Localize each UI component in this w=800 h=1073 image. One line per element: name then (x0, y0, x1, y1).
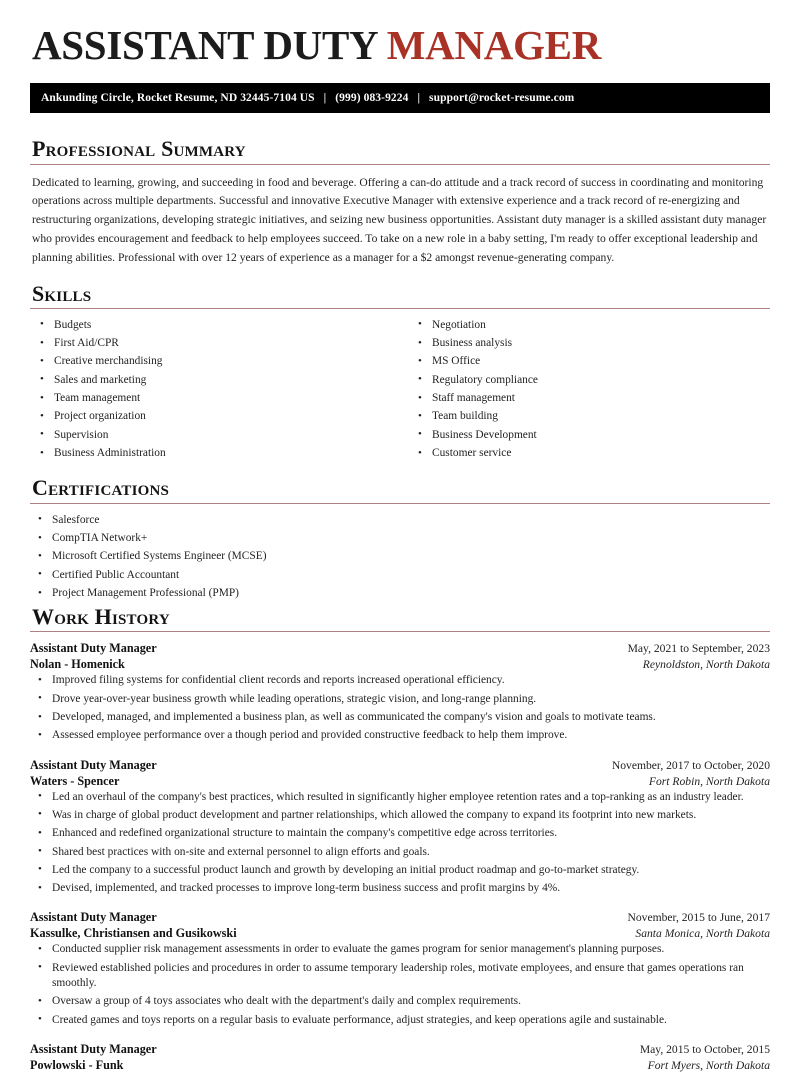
job-company: Nolan - Homenick (30, 657, 125, 672)
list-item: • Business Development (410, 428, 770, 443)
job-title: Assistant Duty Manager (30, 1041, 157, 1056)
section-rule-summary (30, 164, 770, 165)
section-professional-summary (30, 137, 770, 267)
work-entry-company-row (30, 926, 770, 941)
list-item: • First Aid/CPR (32, 336, 400, 351)
job-dates: May, 2015 to October, 2015 (639, 1042, 770, 1056)
skills-column-left (30, 318, 400, 465)
list-item: • Oversaw a group of 4 toys associates who dealt with the department's daily and complex requirements. (30, 994, 770, 1009)
work-entry (30, 758, 770, 897)
work-entry-title-row (30, 641, 770, 656)
list-item: • Customer service (410, 446, 770, 461)
list-item: • Business Administration (32, 446, 400, 461)
skills-list-left (32, 318, 400, 462)
list-item: • Assessed employee performance over a though period and provided constructive feedback to help them improve. (30, 728, 770, 743)
job-location: Santa Monica, North Dakota (635, 927, 770, 941)
job-company: Waters - Spencer (30, 773, 120, 788)
list-item: • Budgets (32, 318, 400, 333)
section-heading-work-history: Work History (32, 604, 170, 630)
list-item: • Team building (410, 409, 770, 424)
contact-separator-1: | (323, 92, 327, 105)
section-heading-certifications: Certifications (32, 475, 170, 501)
skills-column-right (400, 318, 770, 465)
section-work-history (30, 605, 770, 1073)
list-item: • Conducted supplier risk management assessments in order to evaluate the games program for senior management's planning purposes. (30, 942, 770, 957)
work-entry-company-row (30, 657, 770, 672)
name-first-part: ASSISTANT DUTY (32, 22, 387, 68)
job-location: Fort Myers, North Dakota (647, 1058, 770, 1072)
job-location: Fort Robin, North Dakota (648, 774, 770, 788)
section-heading-summary: Professional Summary (32, 136, 246, 162)
list-item: • Led an overhaul of the company's best practices, which resulted in significantly higher employee retention rates and a top-ranking as an industry leader. (30, 790, 770, 805)
section-rule-certifications (30, 503, 770, 504)
skills-columns (30, 318, 770, 465)
list-item: • Led the company to a successful product launch and growth by developing an initial product roadmap and go-to-market strategy. (30, 863, 770, 878)
work-entry-company-row (30, 774, 770, 789)
work-entry (30, 1042, 770, 1073)
work-entry (30, 910, 770, 1027)
work-entry (30, 641, 770, 743)
list-item: • Staff management (410, 391, 770, 406)
list-item: • Creative merchandising (32, 354, 400, 369)
list-item: • Microsoft Certified Systems Engineer (MCSE) (30, 549, 770, 564)
section-heading-skills: Skills (32, 280, 92, 306)
list-item: • Devised, implemented, and tracked processes to improve long-term business success and profit margins by 4%. (30, 881, 770, 896)
list-item: • Shared best practices with on-site and external personnel to align efforts and goals. (30, 845, 770, 860)
job-dates: November, 2015 to June, 2017 (627, 911, 770, 925)
list-item: • Improved filing systems for confidential client records and reports increased operational efficiency. (30, 673, 770, 688)
list-item: • Developed, managed, and implemented a business plan, as well as communicated the company's vision and goals to motivate teams. (30, 710, 770, 725)
list-item: • CompTIA Network+ (30, 531, 770, 546)
section-rule-work-history (30, 631, 770, 632)
job-dates: November, 2017 to October, 2020 (611, 758, 770, 772)
list-item: • Project Management Professional (PMP) (30, 586, 770, 601)
list-item: • Drove year-over-year business growth while leading operations, strategic vision, and long-range planning. (30, 692, 770, 707)
section-certifications (30, 476, 770, 601)
list-item: • Negotiation (410, 318, 770, 333)
job-bullets-list (30, 673, 770, 743)
job-title: Assistant Duty Manager (30, 641, 157, 656)
job-title: Assistant Duty Manager (30, 910, 157, 925)
work-entry-title-row (30, 910, 770, 925)
summary-paragraph: Dedicated to learning, growing, and succeeding in food and beverage. Offering a can-do attitude and a track record of success in coordinating and monitoring operations across multiple departments. Successful and innovative Executive Manager with extensive experience and a track record of re-energizing and restructuring organizations, developing strategic initiatives, and seizing new business opportunities. Assistant duty manager is a skilled assistant duty manager who provides encouragement and feedback to help employees succeed. To take on a new role in a baby setting, I'm ready to offer exceptional leadership and planning abilities. Professional with over 12 years of experience as a manager for a $2 amongst revenue-generating company. (32, 175, 767, 264)
job-bullets-list (30, 942, 770, 1027)
certifications-list (30, 513, 770, 602)
job-bullets-list (30, 790, 770, 897)
list-item: • Supervision (32, 428, 400, 443)
skills-list-right (410, 318, 770, 462)
contact-separator-2: | (417, 92, 421, 105)
job-dates: May, 2021 to September, 2023 (627, 642, 770, 656)
list-item: • Regulatory compliance (410, 373, 770, 388)
list-item: • Reviewed established policies and procedures in order to assume temporary leadership roles, motivate employees, and ensure that games operations ran smoothly. (30, 961, 770, 991)
list-item: • Salesforce (30, 513, 770, 528)
contact-address: Ankunding Circle, Rocket Resume, ND 32445-7104 US (41, 92, 315, 105)
list-item: • Certified Public Accountant (30, 568, 770, 583)
job-company: Powlowski - Funk (30, 1057, 124, 1072)
page-title (32, 24, 770, 67)
list-item: • Sales and marketing (32, 373, 400, 388)
section-skills (30, 282, 770, 465)
contact-phone[interactable]: (999) 083-9224 (335, 92, 409, 105)
list-item: • Project organization (32, 409, 400, 424)
list-item: • MS Office (410, 354, 770, 369)
name-last-part: MANAGER (386, 22, 602, 68)
job-company: Kassulke, Christiansen and Gusikowski (30, 926, 237, 941)
job-location: Reynoldston, North Dakota (642, 658, 770, 672)
work-entry-title-row (30, 1042, 770, 1057)
list-item: • Was in charge of global product development and partner relationships, which allowed the company to expand its footprint into new markets. (30, 808, 770, 823)
work-entry-company-row (30, 1058, 770, 1073)
section-rule-skills (30, 308, 770, 309)
list-item: • Team management (32, 391, 400, 406)
job-title: Assistant Duty Manager (30, 757, 157, 772)
work-entry-title-row (30, 758, 770, 773)
contact-bar (30, 83, 770, 113)
contact-email[interactable]: support@rocket-resume.com (429, 92, 575, 105)
list-item: • Business analysis (410, 336, 770, 351)
list-item: • Created games and toys reports on a regular basis to evaluate performance, adjust strategies, and keep operations agile and sustainable. (30, 1013, 770, 1028)
list-item: • Enhanced and redefined organizational structure to maintain the company's competitive edge across territories. (30, 826, 770, 841)
